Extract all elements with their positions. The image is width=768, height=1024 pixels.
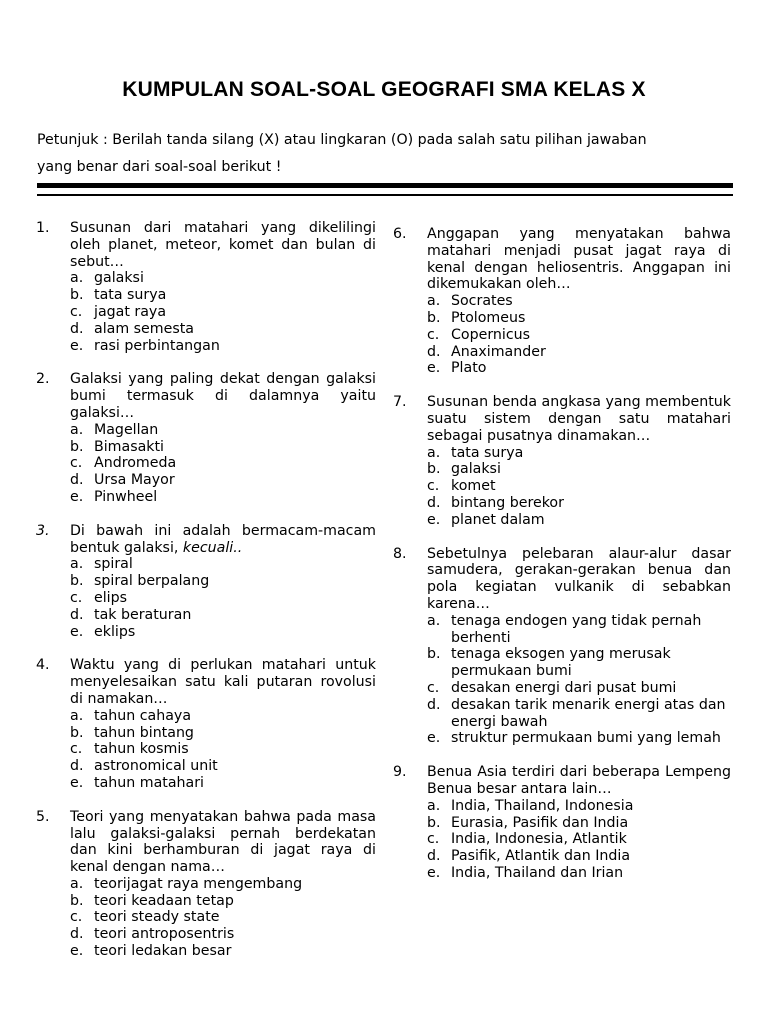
answer-option xyxy=(70,321,376,338)
option-text: planet dalam xyxy=(451,511,545,528)
answer-option xyxy=(427,461,731,478)
question-stem xyxy=(36,657,376,707)
answer-option xyxy=(427,344,731,361)
option-letter: a. xyxy=(427,797,441,814)
question-text-main: Anggapan yang menyatakan bahwa matahari menjadi pusat jagat raya di kenal dengan heliosentris. Anggapan ini dikemukakan oleh… xyxy=(427,226,731,293)
option-letter: b. xyxy=(427,814,441,831)
option-text: Bimasakti xyxy=(94,438,164,455)
option-letter: b. xyxy=(70,892,84,909)
instructions xyxy=(37,127,737,181)
answer-option xyxy=(70,270,376,287)
question-text xyxy=(70,371,376,421)
question-stem xyxy=(36,523,376,557)
option-letter: c. xyxy=(70,589,83,606)
answer-option xyxy=(427,730,731,747)
question-text xyxy=(427,394,731,444)
option-text: tata surya xyxy=(94,287,167,304)
option-letter: c. xyxy=(70,455,83,472)
option-letter: e. xyxy=(70,488,84,505)
question-item xyxy=(393,394,731,528)
question-item xyxy=(36,371,376,505)
option-letter: a. xyxy=(427,444,441,461)
options-list xyxy=(36,270,376,354)
answer-option xyxy=(427,815,731,832)
answer-option xyxy=(70,489,376,506)
option-letter: d. xyxy=(427,848,441,865)
question-item xyxy=(36,809,376,960)
question-stem xyxy=(36,220,376,270)
question-text xyxy=(427,546,731,613)
option-text: tahun bintang xyxy=(94,724,194,741)
option-text: Plato xyxy=(451,360,487,377)
option-text: alam semesta xyxy=(94,320,194,337)
option-letter: b. xyxy=(427,309,441,326)
option-text: teori steady state xyxy=(94,909,220,926)
answer-option xyxy=(427,646,731,680)
answer-option xyxy=(427,360,731,377)
option-text: Eurasia, Pasifik dan India xyxy=(451,814,629,831)
options-list xyxy=(36,422,376,506)
option-letter: b. xyxy=(70,287,84,304)
option-text: India, Thailand dan Irian xyxy=(451,864,624,881)
option-letter: c. xyxy=(70,909,83,926)
answer-option xyxy=(427,680,731,697)
option-letter: a. xyxy=(70,270,84,287)
option-letter: a. xyxy=(70,421,84,438)
question-item xyxy=(36,220,376,354)
options-list xyxy=(36,876,376,960)
answer-option xyxy=(427,798,731,815)
question-text xyxy=(427,764,731,798)
option-letter: e. xyxy=(427,511,441,528)
option-text: Anaximander xyxy=(451,343,546,360)
answer-option xyxy=(427,495,731,512)
answer-option xyxy=(70,758,376,775)
question-text-emphasis: kecuali.. xyxy=(182,539,243,556)
option-letter: b. xyxy=(70,438,84,455)
option-text: Socrates xyxy=(451,293,513,310)
answer-option xyxy=(70,573,376,590)
question-stem xyxy=(36,371,376,421)
question-stem xyxy=(36,809,376,876)
question-text-main: Di bawah ini adalah bermacam-macam bentuk galaksi, xyxy=(70,522,376,556)
option-letter: b. xyxy=(427,646,441,663)
options-list xyxy=(393,613,731,747)
option-letter: e. xyxy=(427,864,441,881)
answer-option xyxy=(70,893,376,910)
option-letter: d. xyxy=(427,696,441,713)
option-letter: d. xyxy=(70,758,84,775)
option-text: Andromeda xyxy=(94,455,177,472)
page-title: KUMPULAN SOAL-SOAL GEOGRAFI SMA KELAS X xyxy=(122,78,646,101)
option-letter: a. xyxy=(70,707,84,724)
answer-option xyxy=(427,478,731,495)
question-number: 7. xyxy=(393,394,407,411)
option-text: India, Thailand, Indonesia xyxy=(451,797,634,814)
option-letter: d. xyxy=(427,343,441,360)
answer-option xyxy=(427,310,731,327)
question-item xyxy=(393,226,731,377)
option-letter: a. xyxy=(427,612,441,629)
option-text: teorijagat raya mengembang xyxy=(94,875,303,892)
question-item xyxy=(36,657,376,791)
option-text: tak beraturan xyxy=(94,606,192,623)
question-text xyxy=(427,226,731,293)
option-text: bintang berekor xyxy=(451,494,564,511)
question-item xyxy=(36,523,376,641)
option-text: rasi perbintangan xyxy=(94,337,220,354)
question-number: 6. xyxy=(393,226,407,242)
instructions-line-1: Petunjuk : Berilah tanda silang (X) atau lingkaran (O) pada salah satu pilihan jawaban xyxy=(37,132,647,148)
answer-option xyxy=(70,725,376,742)
question-text-main: Benua Asia terdiri dari beberapa Lempeng Benua besar antara lain… xyxy=(427,764,731,797)
answer-option xyxy=(70,741,376,758)
question-number: 8. xyxy=(393,545,407,562)
question-stem xyxy=(393,546,731,613)
question-text-main: Galaksi yang paling dekat dengan galaksi bumi termasuk di dalamnya yaitu galaksi… xyxy=(70,371,376,421)
option-letter: d. xyxy=(70,320,84,337)
answer-option xyxy=(427,865,731,882)
answer-option xyxy=(70,590,376,607)
option-text: Magellan xyxy=(94,421,159,438)
answer-option xyxy=(427,831,731,848)
option-text: tahun kosmis xyxy=(94,741,189,758)
answer-option xyxy=(70,909,376,926)
answer-option xyxy=(70,556,376,573)
option-letter: a. xyxy=(70,875,84,892)
instructions-line-2: yang benar dari soal-soal berikut ! xyxy=(37,159,282,175)
answer-option xyxy=(70,304,376,321)
answer-option xyxy=(70,338,376,355)
option-text: desakan energi dari pusat bumi xyxy=(451,679,677,696)
answer-option xyxy=(427,512,731,529)
option-text: astronomical unit xyxy=(94,758,218,775)
option-text: Copernicus xyxy=(451,326,531,343)
answer-option xyxy=(70,472,376,489)
option-text: tenaga eksogen yang merusak permukaan bumi xyxy=(451,646,671,680)
question-item xyxy=(393,546,731,748)
answer-option xyxy=(70,439,376,456)
option-text: desakan tarik menarik energi atas dan energi bawah xyxy=(451,696,726,730)
option-letter: b. xyxy=(70,724,84,741)
option-text: Pinwheel xyxy=(94,488,158,505)
question-text xyxy=(70,809,376,876)
answer-option xyxy=(70,708,376,725)
option-text: teori keadaan tetap xyxy=(94,892,234,909)
option-letter: d. xyxy=(70,926,84,943)
divider-thick xyxy=(37,183,733,188)
answer-option xyxy=(70,943,376,960)
answer-option xyxy=(427,445,731,462)
question-stem xyxy=(393,394,731,444)
answer-option xyxy=(70,455,376,472)
option-text: struktur permukaan bumi yang lemah xyxy=(451,730,721,747)
answer-option xyxy=(70,422,376,439)
option-text: Pasifik, Atlantik dan India xyxy=(451,848,631,865)
option-text: spiral xyxy=(94,556,133,573)
answer-option xyxy=(70,876,376,893)
option-letter: c. xyxy=(427,831,440,848)
option-text: galaksi xyxy=(451,461,501,478)
question-number: 2. xyxy=(36,371,50,388)
option-letter: b. xyxy=(427,461,441,478)
option-letter: c. xyxy=(427,679,440,696)
option-letter: c. xyxy=(70,303,83,320)
options-list xyxy=(36,556,376,640)
option-text: spiral berpalang xyxy=(94,573,210,590)
question-text-main: Susunan dari matahari yang dikelilingi oleh planet, meteor, komet dan bulan di sebut… xyxy=(70,220,376,270)
option-text: tata surya xyxy=(451,444,524,461)
option-letter: e. xyxy=(70,774,84,791)
question-stem xyxy=(393,764,731,798)
option-text: komet xyxy=(451,478,496,495)
options-list xyxy=(393,798,731,882)
options-list xyxy=(393,445,731,529)
option-text: elips xyxy=(94,589,128,606)
question-text xyxy=(70,220,376,270)
option-text: teori antroposentris xyxy=(94,926,235,943)
question-number: 1. xyxy=(36,220,50,236)
question-number: 9. xyxy=(393,764,407,781)
answer-option xyxy=(70,287,376,304)
question-item xyxy=(393,764,731,882)
option-text: galaksi xyxy=(94,270,144,287)
option-text: eklips xyxy=(94,623,136,640)
option-text: tenaga endogen yang tidak pernah berhenti xyxy=(451,612,702,646)
answer-option xyxy=(70,775,376,792)
option-letter: e. xyxy=(70,337,84,354)
divider-thin xyxy=(37,194,733,196)
option-text: Ptolomeus xyxy=(451,309,526,326)
option-letter: a. xyxy=(70,556,84,573)
options-list xyxy=(393,293,731,377)
option-text: India, Indonesia, Atlantik xyxy=(451,831,627,848)
answer-option xyxy=(427,327,731,344)
question-column-right xyxy=(393,226,731,899)
option-letter: d. xyxy=(70,472,84,489)
option-letter: a. xyxy=(427,293,441,310)
answer-option xyxy=(70,607,376,624)
answer-option xyxy=(70,624,376,641)
option-letter: c. xyxy=(427,326,440,343)
option-text: jagat raya xyxy=(94,303,167,320)
option-letter: e. xyxy=(70,623,84,640)
option-letter: c. xyxy=(427,478,440,495)
option-letter: e. xyxy=(427,360,441,377)
question-number: 3. xyxy=(36,522,50,539)
question-text-main: Teori yang menyatakan bahwa pada masa lalu galaksi-galaksi pernah berdekatan dan kini berhamburan di jagat raya di kenal dengan nama… xyxy=(70,808,376,876)
question-text-main: Sebetulnya pelebaran alaur-alur dasar samudera, gerakan-gerakan benua dan pola kegiatan vulkanik di sebabkan karena… xyxy=(427,545,731,612)
answer-option xyxy=(70,926,376,943)
option-letter: e. xyxy=(427,730,441,747)
option-text: tahun matahari xyxy=(94,774,204,791)
question-text-main: Susunan benda angkasa yang membentuk suatu sistem dengan satu matahari sebagai pusatnya dinamakan… xyxy=(427,394,731,444)
option-letter: d. xyxy=(70,606,84,623)
question-text xyxy=(70,523,376,557)
question-column-left xyxy=(36,220,376,977)
option-text: Ursa Mayor xyxy=(94,472,175,489)
answer-option xyxy=(427,848,731,865)
option-letter: e. xyxy=(70,943,84,960)
option-text: tahun cahaya xyxy=(94,707,192,724)
option-text: teori ledakan besar xyxy=(94,943,232,960)
question-stem xyxy=(393,226,731,293)
question-number: 5. xyxy=(36,808,50,825)
option-letter: d. xyxy=(427,494,441,511)
question-number: 4. xyxy=(36,657,50,674)
options-list xyxy=(36,708,376,792)
answer-option xyxy=(427,697,731,731)
answer-option xyxy=(427,613,731,647)
question-text xyxy=(70,657,376,707)
question-text-main: Waktu yang di perlukan matahari untuk menyelesaikan satu kali putaran rovolusi di namakan… xyxy=(70,657,376,707)
answer-option xyxy=(427,293,731,310)
option-letter: b. xyxy=(70,573,84,590)
option-letter: c. xyxy=(70,741,83,758)
